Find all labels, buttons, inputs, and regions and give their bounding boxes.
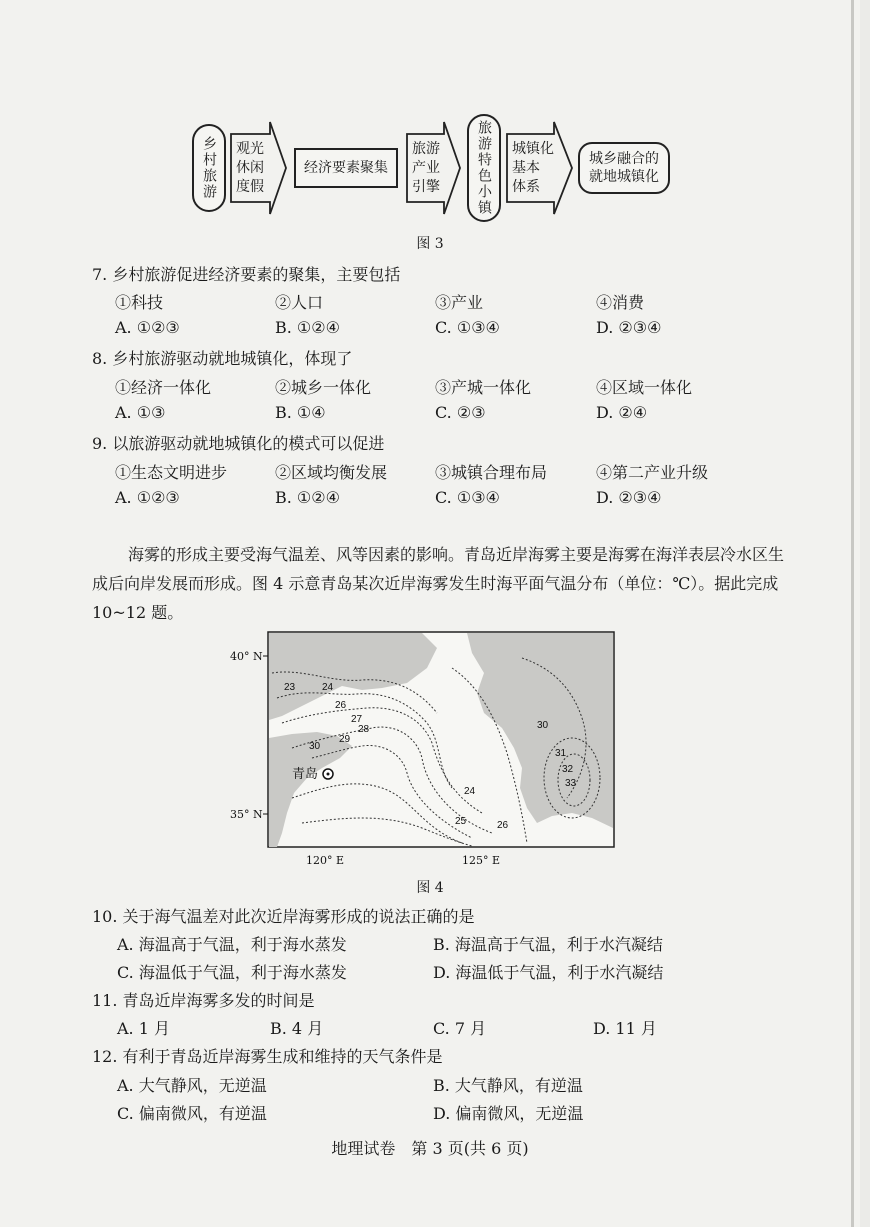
qingdao-marker-dot (327, 773, 330, 776)
isotherm-label: 25 (455, 816, 467, 827)
flow-node-rural-tourism (192, 124, 226, 212)
flow-arrow-line: 引擎 (412, 179, 440, 195)
isotherm-label: 30 (309, 741, 321, 752)
flow-node-label: 旅游特色小镇 (476, 120, 492, 216)
figure-3-flow-diagram (190, 112, 680, 227)
question-9-item-4: ④第二产业升级 (596, 463, 709, 482)
question-8-choice-b[interactable]: B. ①④ (275, 403, 326, 422)
flow-arrow-line: 体系 (512, 179, 540, 195)
question-8-stem: 8. 乡村旅游驱动就地城镇化，体现了 (92, 349, 353, 368)
isotherm-label: 29 (339, 734, 351, 745)
question-9-choice-c[interactable]: C. ①③④ (435, 488, 500, 507)
question-10-choice-c[interactable]: C. 海温低于气温，利于海水蒸发 (117, 963, 347, 982)
question-7-choice-a[interactable]: A. ①②③ (115, 318, 180, 337)
question-9-item-2: ②区域均衡发展 (275, 463, 388, 482)
isotherm-label: 26 (335, 700, 347, 711)
isotherm-map-svg (222, 628, 622, 868)
isotherm-label: 24 (464, 786, 476, 797)
question-8-item-2: ②城乡一体化 (275, 378, 372, 397)
flow-node-label: 乡村旅游 (201, 136, 217, 200)
question-12-stem: 12. 有利于青岛近岸海雾生成和维持的天气条件是 (92, 1047, 443, 1066)
question-7-choice-b[interactable]: B. ①②④ (275, 318, 340, 337)
figure-4-temperature-map (222, 628, 622, 868)
lat-label-north: 40° N (230, 650, 263, 663)
question-8-item-4: ④区域一体化 (596, 378, 693, 397)
question-7-item-1: ①科技 (115, 293, 164, 312)
question-7-choice-d[interactable]: D. ②③④ (596, 318, 662, 337)
passage-text: 海雾的形成主要受海气温差、风等因素的影响。青岛近岸海雾主要是海雾在海洋表层冷水区生成后向岸发展而形成。图 4 示意青岛某次近岸海雾发生时海平面气温分布（单位：℃）。据此完成 10~12 题。 (92, 545, 785, 622)
isotherm-label: 24 (322, 682, 334, 693)
flow-node-tourism-town (467, 114, 501, 222)
question-12-choice-a[interactable]: A. 大气静风，无逆温 (117, 1076, 267, 1095)
isotherm-label: 23 (284, 682, 296, 693)
flow-arrow-line: 观光 (236, 141, 264, 157)
qingdao-label: 青岛 (292, 767, 319, 782)
question-9-item-3: ③城镇合理布局 (435, 463, 548, 482)
flow-node-economic-agglomeration (294, 148, 398, 188)
isotherm-label: 26 (497, 820, 509, 831)
flow-arrow-line: 度假 (236, 179, 264, 195)
flow-arrow-label (236, 140, 264, 197)
question-11-choice-b[interactable]: B. 4 月 (270, 1019, 324, 1038)
isotherm-label: 31 (555, 748, 567, 759)
figure-4-caption: 图 4 (416, 880, 444, 896)
question-8-item-1: ①经济一体化 (115, 378, 212, 397)
flow-arrow-label (512, 140, 554, 197)
question-7-item-3: ③产业 (435, 293, 484, 312)
question-8-item-3: ③产城一体化 (435, 378, 532, 397)
page-footer: 地理试卷 第 3 页(共 6 页) (331, 1139, 529, 1158)
question-10-choice-a[interactable]: A. 海温高于气温，利于海水蒸发 (117, 935, 347, 954)
question-12-choice-b[interactable]: B. 大气静风，有逆温 (433, 1076, 583, 1095)
question-9-choice-b[interactable]: B. ①②④ (275, 488, 340, 507)
question-11-choice-c[interactable]: C. 7 月 (433, 1019, 487, 1038)
isotherm-label: 33 (565, 778, 577, 789)
flow-arrow-line: 旅游 (412, 141, 440, 157)
lon-label-125: 125° E (462, 854, 501, 867)
question-11-choice-d[interactable]: D. 11 月 (593, 1019, 657, 1038)
question-12-choice-c[interactable]: C. 偏南微风，有逆温 (117, 1104, 267, 1123)
question-10-stem: 10. 关于海气温差对此次近岸海雾形成的说法正确的是 (92, 907, 475, 926)
flow-arrow-line: 产业 (412, 160, 440, 176)
question-7-choice-c[interactable]: C. ①③④ (435, 318, 500, 337)
flow-arrow-line: 城镇化 (512, 141, 554, 157)
question-9-item-1: ①生态文明进步 (115, 463, 228, 482)
flow-node-urban-rural-integration (578, 142, 670, 194)
flow-arrow-sightseeing (230, 120, 288, 216)
lon-label-120: 120° E (306, 854, 345, 867)
lat-label-south: 35° N (230, 808, 263, 821)
question-11-stem: 11. 青岛近岸海雾多发的时间是 (92, 991, 315, 1010)
question-9-choice-d[interactable]: D. ②③④ (596, 488, 662, 507)
question-8-choice-a[interactable]: A. ①③ (115, 403, 166, 422)
figure-3-caption: 图 3 (416, 236, 444, 252)
question-12-choice-d[interactable]: D. 偏南微风，无逆温 (433, 1104, 584, 1123)
flow-node-label: 经济要素聚集 (304, 160, 388, 176)
flow-arrow-line: 休闲 (236, 160, 264, 176)
flow-arrow-line: 基本 (512, 160, 540, 176)
isotherm-label: 30 (537, 720, 549, 731)
question-9-stem: 9. 以旅游驱动就地城镇化的模式可以促进 (92, 434, 385, 453)
question-8-choice-c[interactable]: C. ②③ (435, 403, 486, 422)
flow-node-line: 城乡融合的 (589, 151, 659, 167)
isotherm-label: 32 (562, 764, 574, 775)
question-11-choice-a[interactable]: A. 1 月 (117, 1019, 170, 1038)
question-9-choice-a[interactable]: A. ①②③ (115, 488, 180, 507)
flow-arrow-label (412, 140, 440, 197)
question-7-stem: 7. 乡村旅游促进经济要素的聚集，主要包括 (92, 265, 401, 284)
flow-arrow-urbanization-system (506, 120, 574, 216)
flow-node-label (589, 150, 659, 186)
question-10-choice-d[interactable]: D. 海温低于气温，利于水汽凝结 (433, 963, 664, 982)
flow-arrow-industry-driver (406, 120, 462, 216)
question-8-choice-d[interactable]: D. ②④ (596, 403, 648, 422)
question-10-choice-b[interactable]: B. 海温高于气温，利于水汽凝结 (433, 935, 663, 954)
question-7-item-4: ④消费 (596, 293, 645, 312)
sea-fog-passage (92, 540, 787, 627)
flow-node-line: 就地城镇化 (589, 169, 659, 185)
isotherm-label: 27 (351, 714, 363, 725)
scan-edge (851, 0, 854, 1227)
question-7-item-2: ②人口 (275, 293, 324, 312)
isotherm-label: 28 (358, 724, 370, 735)
